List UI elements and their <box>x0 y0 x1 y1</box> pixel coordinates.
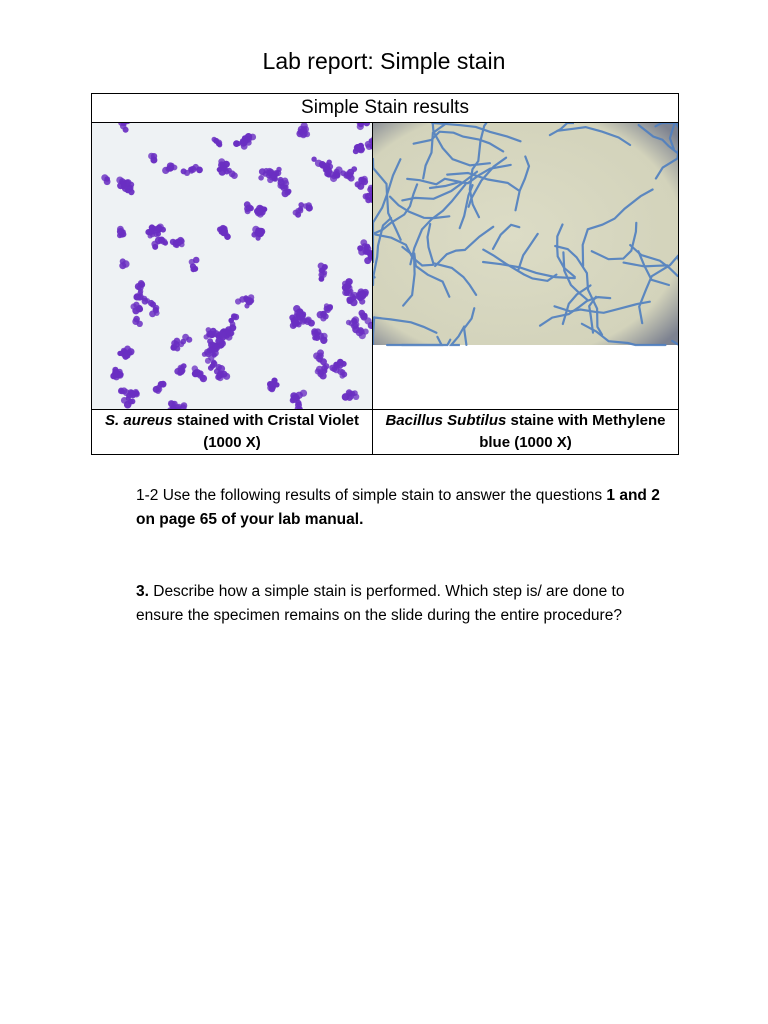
right-caption-organism: Bacillus Subtilus <box>385 412 507 429</box>
left-caption <box>92 410 373 455</box>
question-3 <box>136 580 676 628</box>
results-table <box>91 93 679 455</box>
page-title: Lab report: Simple stain <box>262 48 506 74</box>
left-caption-organism: S. aureus <box>105 412 173 429</box>
question-1-2 <box>136 484 676 532</box>
staph-image-cell <box>92 123 373 410</box>
question-1-2-bold: 1 and 2 on page 65 of your lab manual. <box>136 487 660 528</box>
question-1-2-text: 1-2 Use the following results of simple stain to answer the questions <box>136 487 607 504</box>
right-caption <box>373 410 679 455</box>
question-3-text: Describe how a simple stain is performed. Which step is/ are done to ensure the specimen remains on the slide during the entire procedure? <box>136 583 625 624</box>
left-caption-text: stained with Cristal Violet (1000 X) <box>172 412 359 451</box>
bacillus-micrograph <box>373 123 679 409</box>
staph-micrograph <box>92 123 373 409</box>
table-header: Simple Stain results <box>92 94 679 123</box>
bacillus-image-cell <box>373 123 679 410</box>
question-3-number: 3. <box>136 583 149 600</box>
right-caption-text: staine with Methylene blue (1000 X) <box>479 412 666 451</box>
